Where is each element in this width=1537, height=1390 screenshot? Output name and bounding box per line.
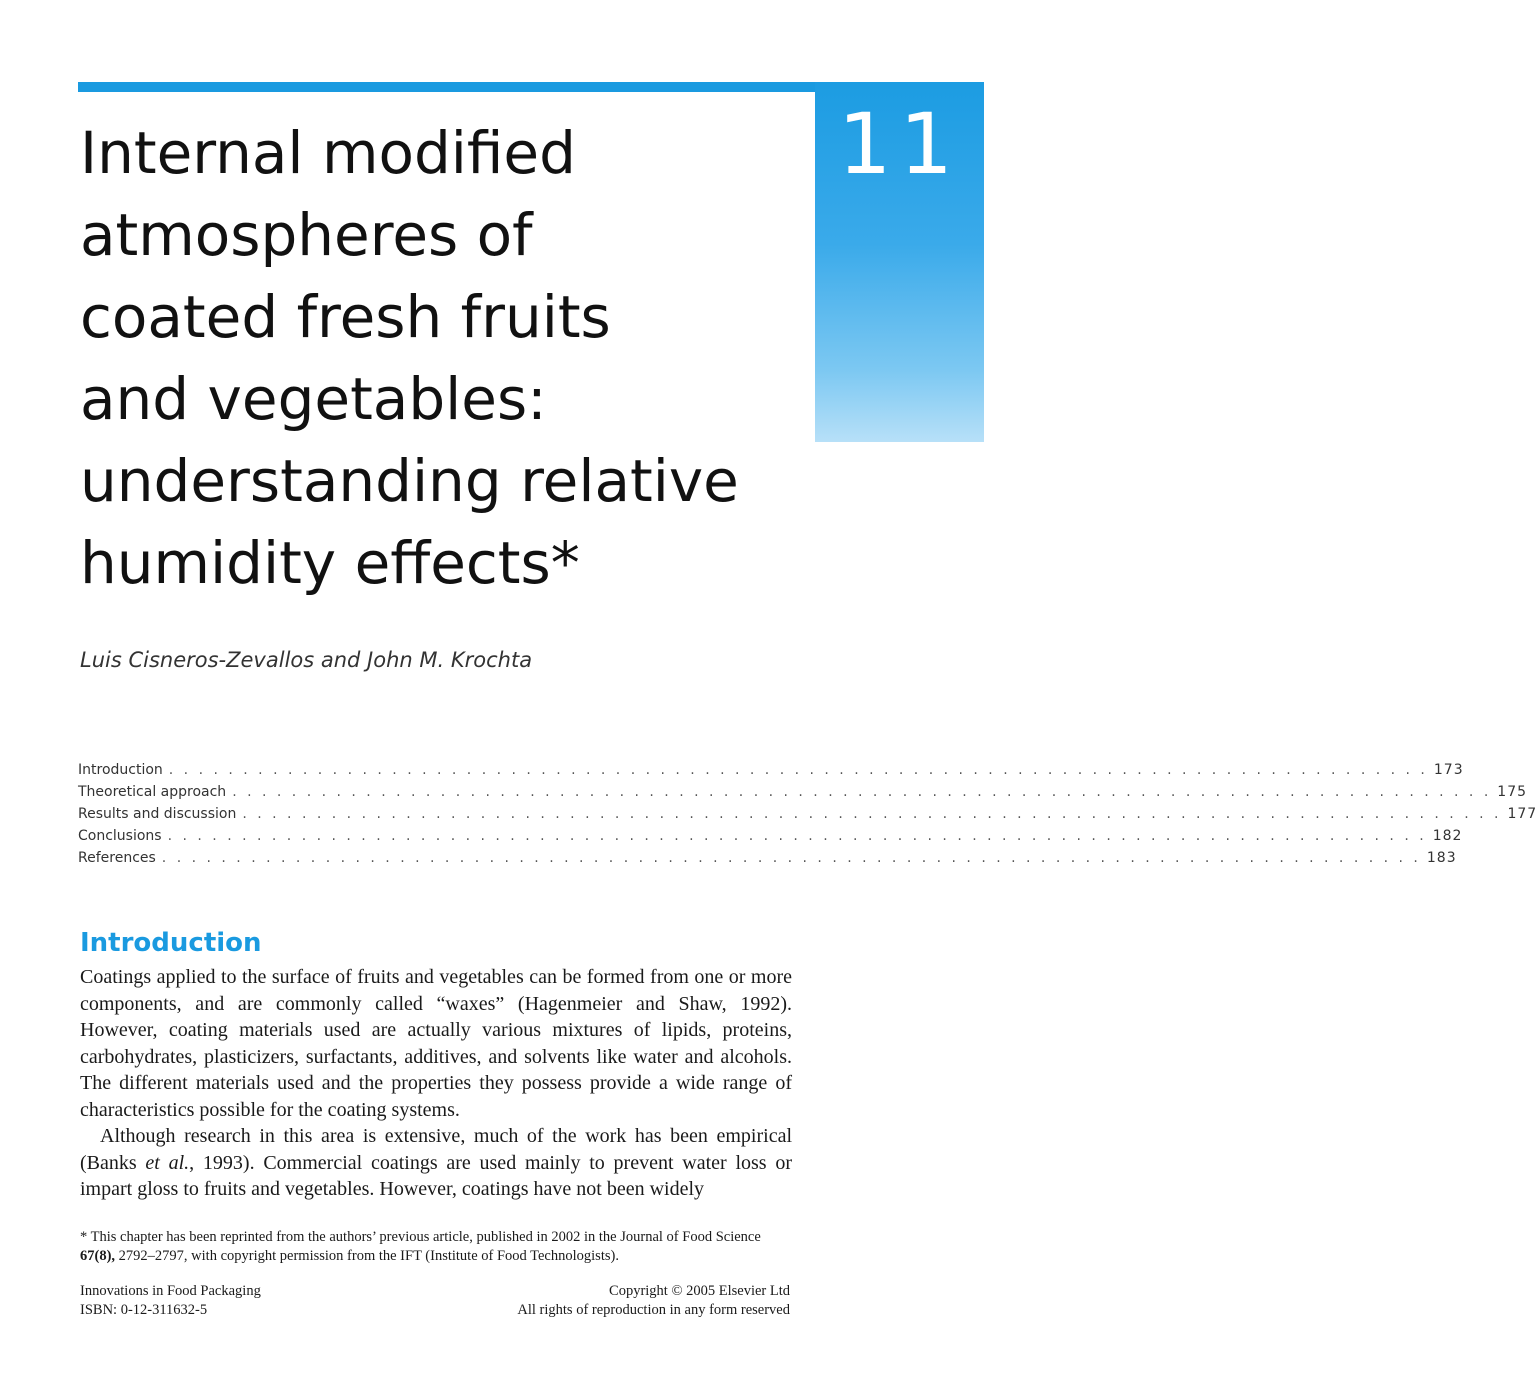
- toc-leader-dots: . . . . . . . . . . . . . . . . . . . . . . . . . . . . . . . . . . . . . . . . . . . . . . . . . . . . . . . . . . . . . . . . . . . . . . . . . . . . . . . . . . . . .: [232, 784, 1492, 800]
- section-body: [80, 964, 792, 1203]
- footnote-text: 2792–2797, with copyright permission from the IFT (Institute of Food Technologists).: [115, 1248, 619, 1264]
- chapter-title-line: Internal modified: [80, 119, 576, 187]
- chapter-authors: Luis Cisneros-Zevallos and John M. Krochta: [80, 648, 533, 672]
- toc-entry-label: Results and discussion: [78, 806, 237, 822]
- footnote-text: * This chapter has been reprinted from the authors’ previous article, published in 2002 in the Journal of Food Science: [80, 1229, 761, 1245]
- toc-leader-dots: . . . . . . . . . . . . . . . . . . . . . . . . . . . . . . . . . . . . . . . . . . . . . . . . . . . . . . . . . . . . . . . . . . . . . . . . . . . . . . . . . . . . .: [167, 828, 1427, 844]
- table-of-contents: [78, 762, 1537, 872]
- chapter-title-line: humidity effects*: [80, 529, 580, 597]
- toc-entry[interactable]: [78, 828, 1463, 850]
- chapter-title: [80, 112, 800, 604]
- toc-leader-dots: . . . . . . . . . . . . . . . . . . . . . . . . . . . . . . . . . . . . . . . . . . . . . . . . . . . . . . . . . . . . . . . . . . . . . . . . . . . . . . . . . . . . .: [161, 850, 1421, 866]
- toc-entry-label: Conclusions: [78, 828, 162, 844]
- footer-book-title: Innovations in Food Packaging: [80, 1283, 261, 1299]
- body-text-run: , 1993). Commercial coatings are used mainly to prevent water loss or impart gloss to fruits and vegetables. However, coatings have not been widely: [80, 1151, 792, 1200]
- toc-entry[interactable]: [78, 806, 1537, 828]
- toc-entry-page: 177: [1507, 806, 1537, 822]
- toc-leader-dots: . . . . . . . . . . . . . . . . . . . . . . . . . . . . . . . . . . . . . . . . . . . . . . . . . . . . . . . . . . . . . . . . . . . . . . . . . . . . . . . . . . . . .: [242, 806, 1502, 822]
- toc-entry[interactable]: [78, 784, 1528, 806]
- footer-isbn: ISBN: 0-12-311632-5: [80, 1302, 208, 1318]
- chapter-title-line: understanding relative: [80, 447, 739, 515]
- toc-entry-page: 175: [1497, 784, 1528, 800]
- section-heading: Introduction: [80, 928, 262, 958]
- footer-rights: All rights of reproduction in any form reserved: [517, 1302, 790, 1318]
- toc-entry-label: Theoretical approach: [78, 784, 227, 800]
- body-text-run: Although research in this area is extensive, much of the work has been empirical (Banks: [80, 1125, 792, 1174]
- body-paragraph: [80, 1123, 792, 1203]
- toc-leader-dots: . . . . . . . . . . . . . . . . . . . . . . . . . . . . . . . . . . . . . . . . . . . . . . . . . . . . . . . . . . . . . . . . . . . . . . . . . . . . . . . . . . . . .: [168, 762, 1428, 778]
- toc-entry[interactable]: [78, 850, 1457, 872]
- chapter-number-box: [815, 82, 984, 442]
- toc-entry-label: References: [78, 850, 156, 866]
- footnote: [80, 1228, 792, 1266]
- toc-entry[interactable]: [78, 762, 1464, 784]
- toc-entry-page: 183: [1426, 850, 1457, 866]
- toc-entry-page: 173: [1433, 762, 1464, 778]
- footer-copyright: Copyright © 2005 Elsevier Ltd: [609, 1283, 790, 1299]
- toc-entry-label: Introduction: [78, 762, 163, 778]
- chapter-number: 11: [838, 95, 961, 193]
- footnote-volume: 67(8),: [80, 1248, 116, 1264]
- toc-entry-page: 182: [1432, 828, 1463, 844]
- chapter-title-line: coated fresh fruits: [80, 283, 611, 351]
- chapter-title-line: and vegetables:: [80, 365, 547, 433]
- footer-book-info: [80, 1282, 261, 1320]
- body-paragraph: Coatings applied to the surface of fruits and vegetables can be formed from one or more components, and are commonly called “waxes” (Hagenmeier and Shaw, 1992). However, coating materials used are actually various mixtures of lipids, proteins, carbohydrates, plasticizers, surfactants, additives, and solvents like water and alcohols. The different materials used and the properties they possess provide a wide range of characteristics possible for the coating systems.: [80, 966, 792, 1121]
- chapter-title-line: atmospheres of: [80, 201, 533, 269]
- body-text-italic: et al.: [145, 1151, 190, 1174]
- footer-copyright-info: [517, 1282, 790, 1320]
